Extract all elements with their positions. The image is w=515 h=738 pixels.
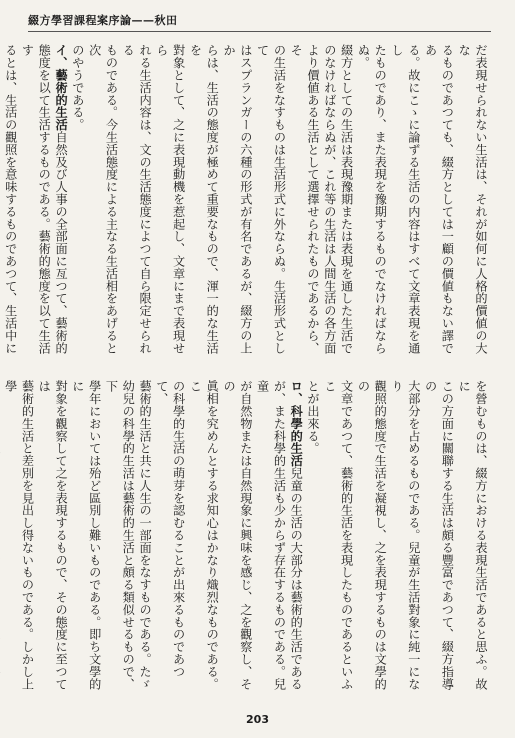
running-head: 綴方學習課程案序論——秋田	[28, 14, 178, 27]
text-line: 文章であつて、藝術的生活を表現したものであるといふこ	[322, 380, 354, 690]
text-line: るものであつても、綴方としては一顧の價値もない譯であ	[423, 44, 455, 354]
text-line: たものであり、また表現を豫期するものでなければならぬ。	[356, 44, 388, 354]
text-line: 對象として、之に表現動機を惹起し、文章にまで表現せら	[154, 44, 186, 354]
text-line: この方面に關聯する生活は頗る豐富であつて、綴方指導の	[423, 380, 455, 690]
subsection-line	[287, 380, 304, 698]
text-line	[0, 380, 2, 698]
text-line: より價値ある生活として選擇せられたものであるから、そ	[289, 44, 321, 354]
text-line: が自然物または自然現象に興味を感じ、之を觀察し、その	[222, 380, 253, 690]
text-line: 兒童の生活の大部分は藝術的生活である	[289, 466, 304, 691]
upper-text-block	[3, 44, 489, 364]
subsection-heading-science: ロ、科學的生活	[289, 380, 304, 467]
text-line: 觀照的態度で生活を凝視し、之を表現するものは文學的の	[356, 380, 388, 690]
text-line: る。故にこゝに論ずる生活の内容はすべて文章表現を通し	[390, 44, 421, 354]
text-line: が、また科學的生活も少からず存在するものである。兒童	[255, 380, 287, 690]
text-line: ものである。今生活態度による主なる生活相をあげると次	[87, 44, 119, 354]
text-line: はスプランガーの六種の形式が有名であるが、綴方の上か	[222, 44, 253, 354]
lower-text-block	[3, 380, 489, 698]
text-line: のやうである。	[70, 44, 85, 131]
text-line: の科學的生活の萌芽を認むることが出來るものであつて、	[154, 380, 186, 678]
text-line: 態度を以て生活するものである。藝術的態度を以て生活す	[20, 44, 52, 354]
text-line: 幼兒の科學的生活は藝術的生活と頗る類似せるもので、下	[104, 380, 136, 690]
text-line: 學年においては殆ど區別し難いものである。即ち文學的に	[70, 380, 102, 690]
text-line: とが出來る。	[306, 380, 321, 455]
text-line: だ表現せられない生活は、それが如何に人格的價値の大な	[457, 44, 488, 354]
text-line: 綴方としての生活は表現豫期または表現を通した生活で	[339, 44, 354, 354]
text-line: 大部分を占めるものである。兒童が生活對象に純一になり	[390, 380, 421, 690]
text-line: らは、生活の態度が極めて重要なもので、渾一的な生活を	[188, 44, 220, 354]
page-number: 203	[246, 713, 269, 726]
text-line: 對象を觀察して之を表現するもので、その態度に至つては	[37, 380, 69, 690]
text-line: れる生活内容は、文の生活態度によつて自ら限定せられる	[121, 44, 153, 354]
text-line: 藝術的生活と共に人生の一部面をなすものである。たゞ	[138, 380, 153, 690]
header-rule	[28, 31, 491, 32]
text-line: 藝術的生活と差別を見出し得ないものである。しかし上學	[3, 380, 35, 690]
subsection-line	[52, 44, 69, 364]
text-line: のなければならぬが、これ等の生活は人間生活の各方面	[322, 44, 337, 354]
text-line: 眞相を究めんとする求知心はかなり熾烈なものである。こ	[188, 380, 220, 690]
text-line: るとは、生活の觀照を意味するものであつて、生活中に	[3, 44, 18, 354]
subsection-heading-art: イ、藝術的生活	[54, 44, 69, 131]
text-line: 自然及び人事の全部面に亙つて、藝術的	[54, 130, 69, 355]
text-line: の生活をなすものは生活形式に外ならぬ。生活形式として	[255, 44, 287, 354]
text-line: を營むものは、綴方における表現生活であると思ふ。故に	[457, 380, 488, 690]
